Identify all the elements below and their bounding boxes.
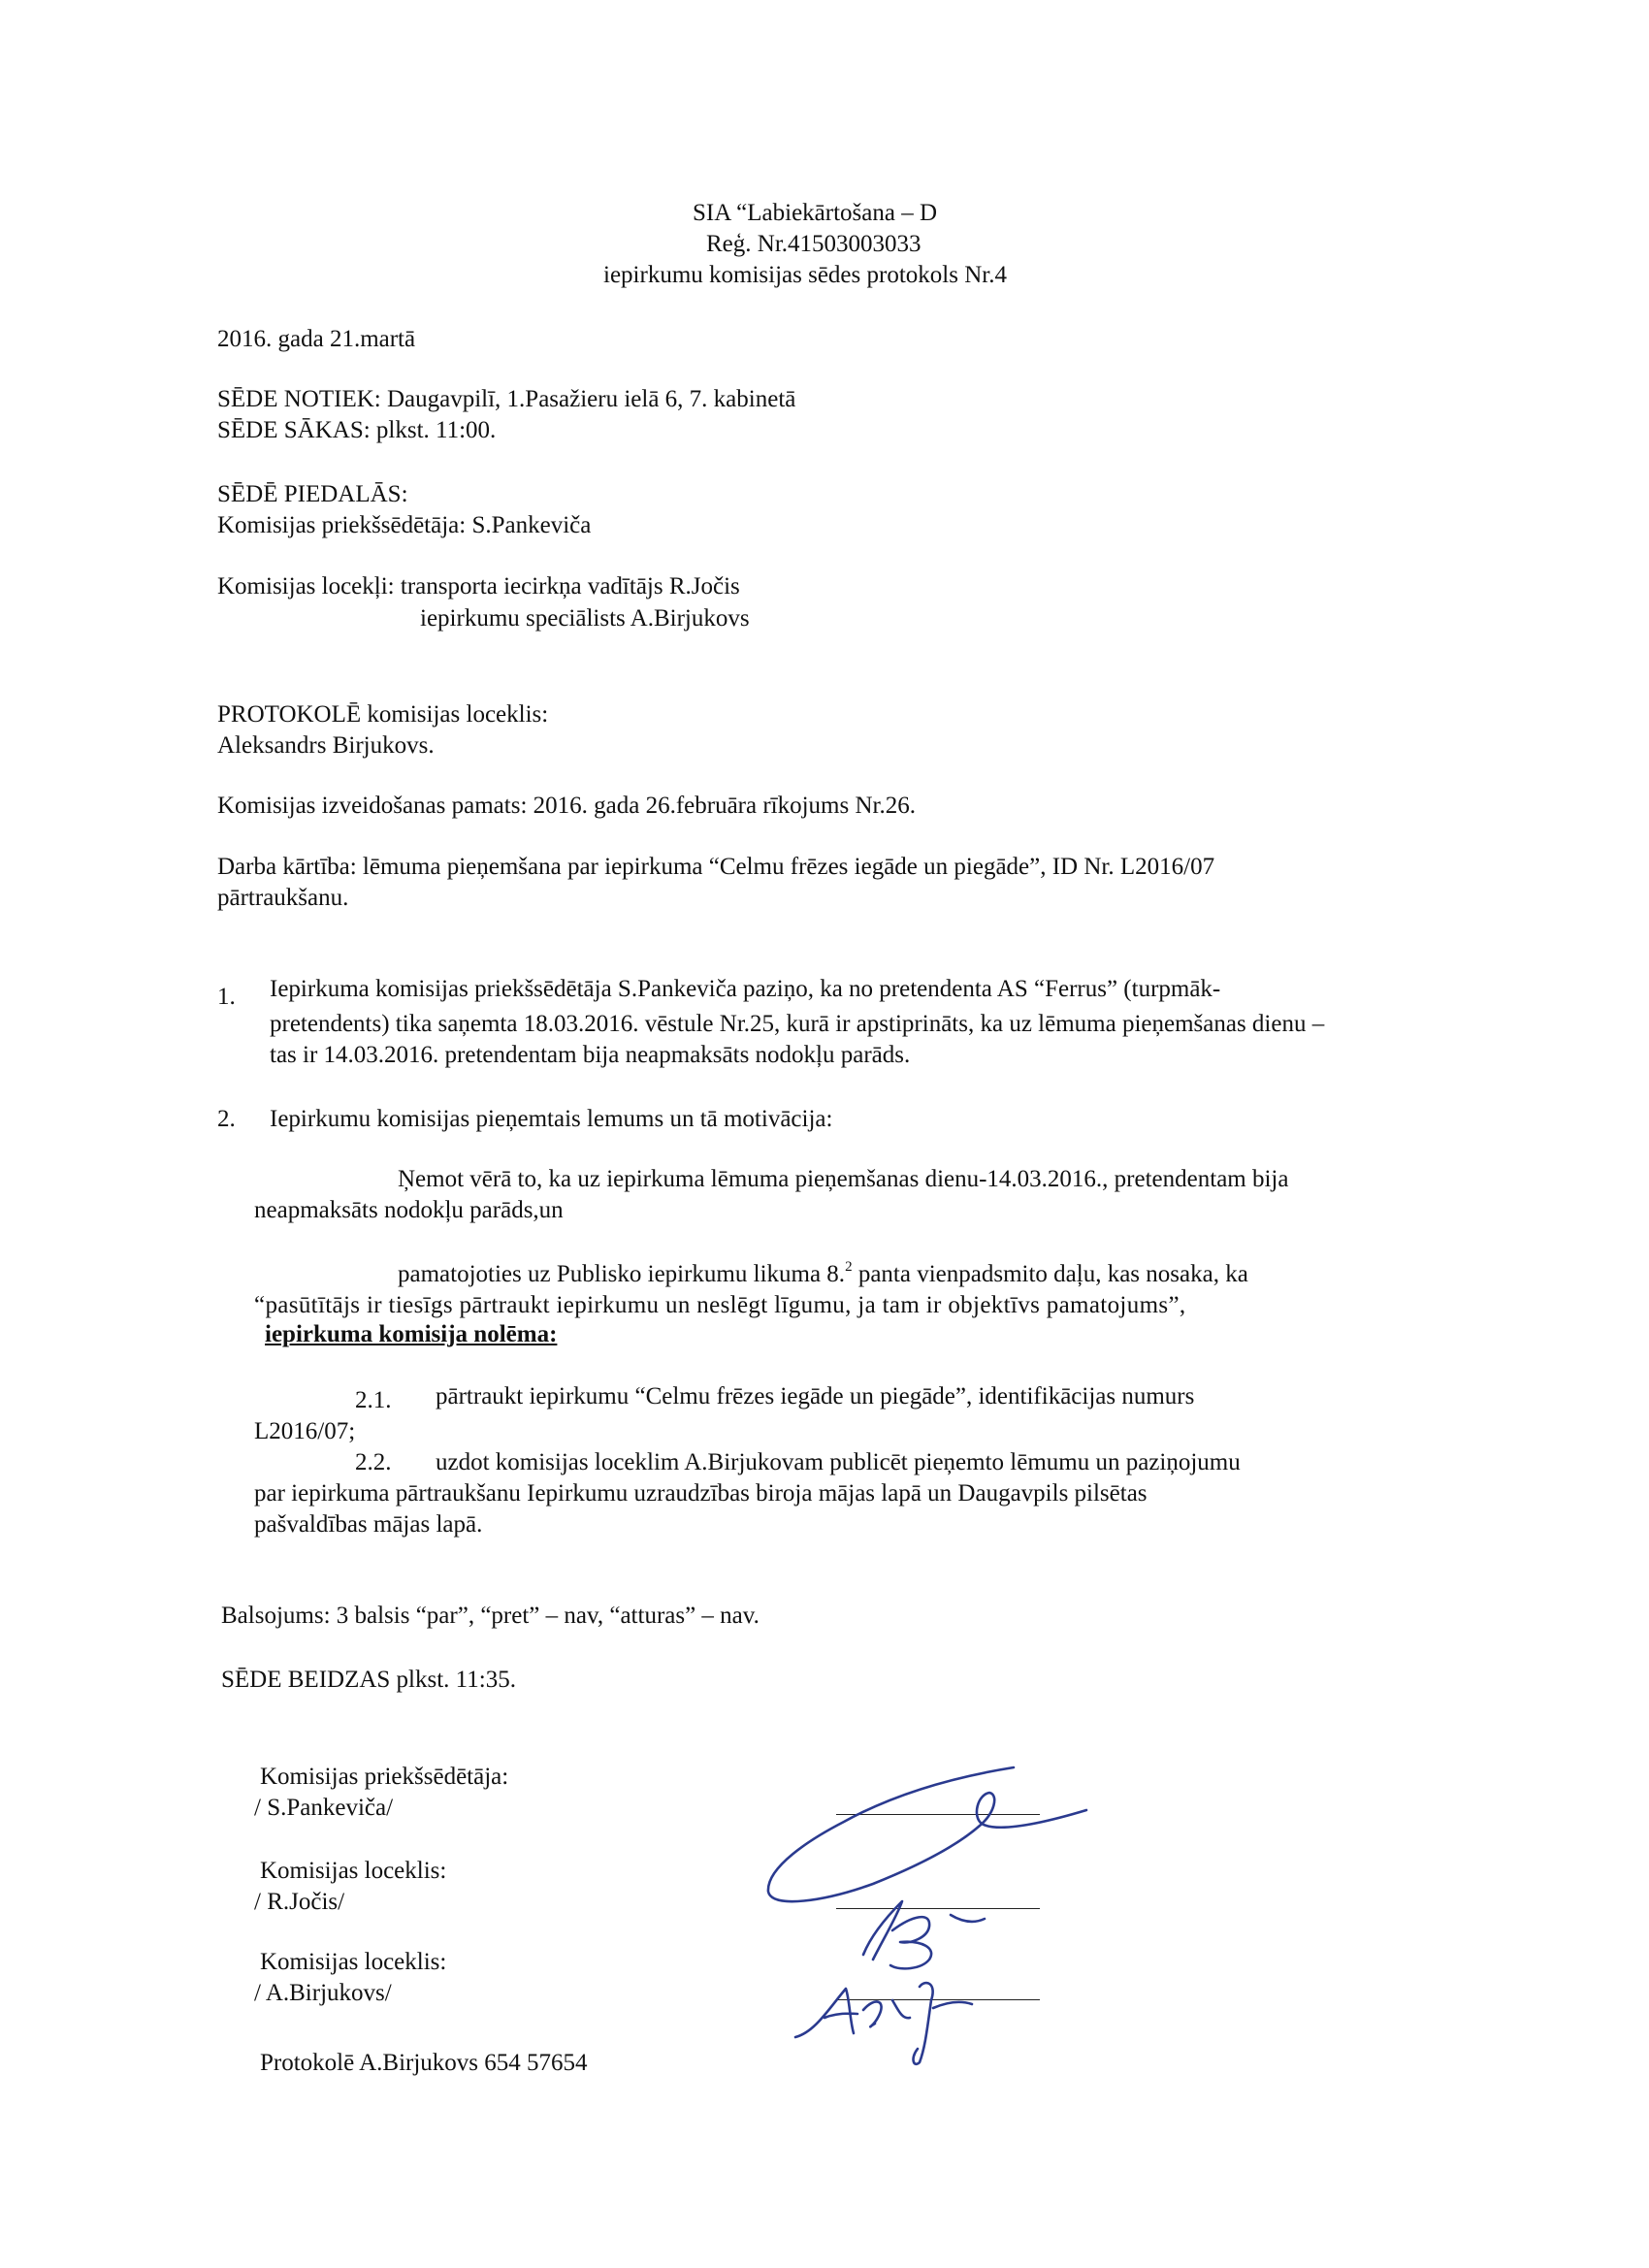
sub-item-2-1-number: 2.1. [355,1387,392,1413]
registration-number: Reģ. Nr.41503003033 [706,231,922,257]
meeting-start: SĒDE SĀKAS: plkst. 11:00. [217,417,497,443]
agenda-line-2: pārtraukšanu. [217,885,349,911]
item-2-number: 2. [217,1106,236,1132]
agenda-line-1: Darba kārtība: lēmuma pieņemšana par iepirkuma “Celmu frēzes iegāde un piegāde”, ID Nr. L2016/07 [217,854,1215,880]
members-line-2: iepirkumu speciālists A.Birjukovs [420,605,750,632]
sub-item-2-1-line-2: L2016/07; [254,1418,356,1444]
recorder-line-2: Aleksandrs Birjukovs. [217,732,435,759]
item-2-para-1-line-1: Ņemot vērā to, ka uz iepirkuma lēmuma pieņemšanas dienu-14.03.2016., pretendentam bija [398,1166,1289,1192]
meeting-end: SĒDE BEIDZAS plkst. 11:35. [221,1667,516,1693]
vote-result: Balsojums: 3 balsis “par”, “pret” – nav, “atturas” – nav. [221,1603,760,1629]
member-2-signature-title: Komisijas loceklis: [260,1949,447,1975]
item-2-para-1-line-2: neapmaksāts nodokļu parāds,un [254,1197,564,1223]
chair-signature-title: Komisijas priekšsēdētāja: [260,1764,509,1790]
sub-item-2-2-number: 2.2. [355,1449,392,1475]
commission-basis: Komisijas izveidošanas pamats: 2016. gada 26.februāra rīkojums Nr.26. [217,793,916,819]
handwritten-signatures [757,1746,1106,2066]
item-1-line-2: pretendents) tika saņemta 18.03.2016. vēstule Nr.25, kurā ir apstiprināts, ka uz lēmuma pieņemšanas dienu – [270,1011,1325,1037]
item-1-number: 1. [217,984,236,1010]
member-2-signature-name: / A.Birjukovs/ [254,1980,392,2006]
protocol-recorder-footer: Protokolē A.Birjukovs 654 57654 [260,2050,588,2076]
protocol-title: iepirkumu komisijas sēdes protokols Nr.4 [603,262,1007,288]
member-1-signature-title: Komisijas loceklis: [260,1858,447,1884]
item-2-heading: Iepirkumu komisijas pieņemtais lemums un tā motivācija: [270,1106,833,1132]
para-2-superscript: 2 [845,1258,853,1275]
document-date: 2016. gada 21.martā [217,326,416,352]
item-2-para-2-line-2: “pasūtītājs ir tiesīgs pārtraukt iepirkumu un neslēgt līgumu, ja tam ir objektīvs pamatojums”, [254,1292,1186,1318]
sub-item-2-2-line-2: par iepirkuma pārtraukšanu Iepirkumu uzraudzības biroja mājas lapā un Daugavpils pilsētas [254,1480,1148,1507]
para-2-post: panta vienpadsmito daļu, kas nosaka, ka [852,1261,1248,1287]
decision-heading: iepirkuma komisija nolēma: [265,1321,558,1347]
members-line-1: Komisijas locekļi: transporta iecirkņa vadītājs R.Jočis [217,573,740,599]
participants-heading: SĒDĒ PIEDALĀS: [217,481,408,507]
meeting-location: SĒDE NOTIEK: Daugavpilī, 1.Pasažieru ielā 6, 7. kabinetā [217,386,796,412]
sub-item-2-2-line-3: pašvaldības mājas lapā. [254,1511,483,1538]
member-1-signature-name: / R.Jočis/ [254,1889,345,1915]
item-2-para-2-line-1 [398,1259,1248,1289]
sub-item-2-1-line-1: pārtraukt iepirkumu “Celmu frēzes iegāde un piegāde”, identifikācijas numurs [436,1383,1195,1409]
item-1-line-3: tas ir 14.03.2016. pretendentam bija neapmaksāts nodokļu parāds. [270,1042,911,1068]
chair-line: Komisijas priekšsēdētāja: S.Pankeviča [217,512,592,538]
recorder-line-1: PROTOKOLĒ komisijas loceklis: [217,701,549,728]
sub-item-2-2-line-1: uzdot komisijas loceklim A.Birjukovam publicēt pieņemto lēmumu un paziņojumu [436,1449,1241,1475]
company-name: SIA “Labiekārtošana – D [693,200,938,226]
chair-signature-name: / S.Pankeviča/ [254,1795,394,1821]
para-2-pre: pamatojoties uz Publisko iepirkumu likuma 8. [398,1261,846,1287]
item-1-line-1: Iepirkuma komisijas priekšsēdētāja S.Pankeviča paziņo, ka no pretendenta AS “Ferrus” (turpmāk- [270,976,1221,1002]
